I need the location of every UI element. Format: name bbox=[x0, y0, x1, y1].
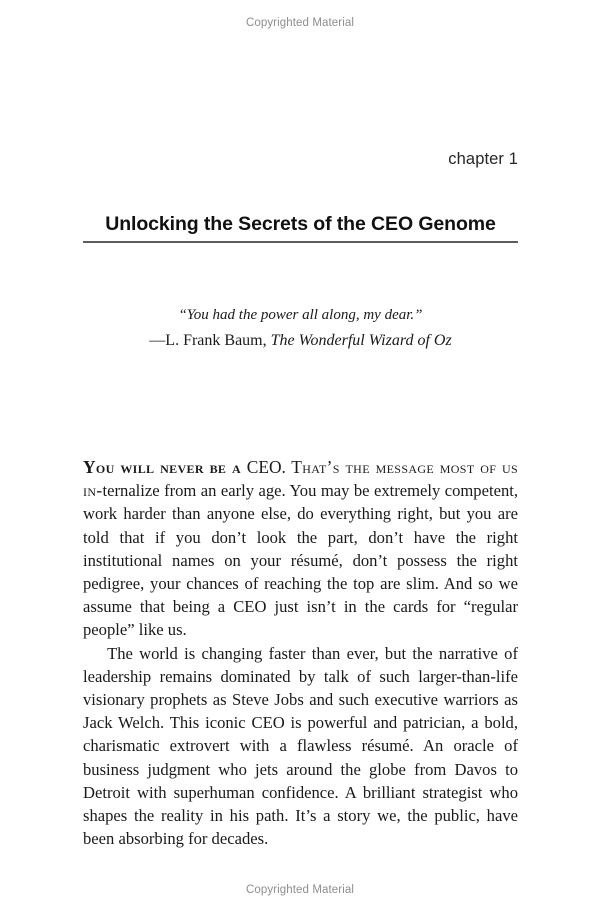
epigraph-author: —L. Frank Baum, bbox=[149, 332, 271, 349]
body-paragraph-2: The world is changing faster than ever, but the narrative of leadership remains dominated by talk of such larger-than-life visionary prophets as Steve Jobs and such executive warriors as Jack Welch. This iconic CEO is powerful and patrician, a bold, charismatic extrovert with a flawless résumé. An oracle of business judgment who jets around the globe from Davos to Detroit with superhuman confidence. A brilliant strategist who shapes the reality in his path. It’s a story we, the public, have been absorbing for decades. bbox=[83, 643, 518, 849]
body-paragraph-1-rest: ternalize from an early age. You may be extremely competent, work harder than anyone else, do everything right, but you are told that if you don’t look the part, don’t have the right institutional names on your résumé, don’t possess the right pedigree, your chances of reaching the top are slim. And so we assume that being a CEO just isn’t in the cards for “regular people” like us. bbox=[83, 481, 518, 640]
epigraph-block bbox=[83, 304, 518, 352]
title-divider-rule bbox=[83, 241, 518, 243]
copyright-watermark-top: Copyrighted Material bbox=[245, 17, 355, 29]
epigraph-attribution bbox=[83, 330, 518, 352]
book-page-content bbox=[83, 0, 518, 917]
opening-smallcaps-continuation: That’s the message most of us in- bbox=[83, 457, 519, 501]
epigraph-quote-text: “You had the power all along, my dear.” bbox=[178, 307, 423, 323]
body-copy-block bbox=[83, 456, 518, 850]
chapter-number-label: chapter 1 bbox=[448, 150, 518, 168]
opening-ceo-acronym: CEO. bbox=[246, 457, 286, 477]
body-paragraph-1 bbox=[83, 456, 518, 642]
copyright-watermark-bottom: Copyrighted Material bbox=[245, 884, 355, 896]
chapter-title: Unlocking the Secrets of the CEO Genome bbox=[105, 213, 496, 235]
opening-lead-phrase: You will never be a bbox=[83, 457, 247, 477]
epigraph-work-title: The Wonderful Wizard of Oz bbox=[270, 332, 452, 349]
